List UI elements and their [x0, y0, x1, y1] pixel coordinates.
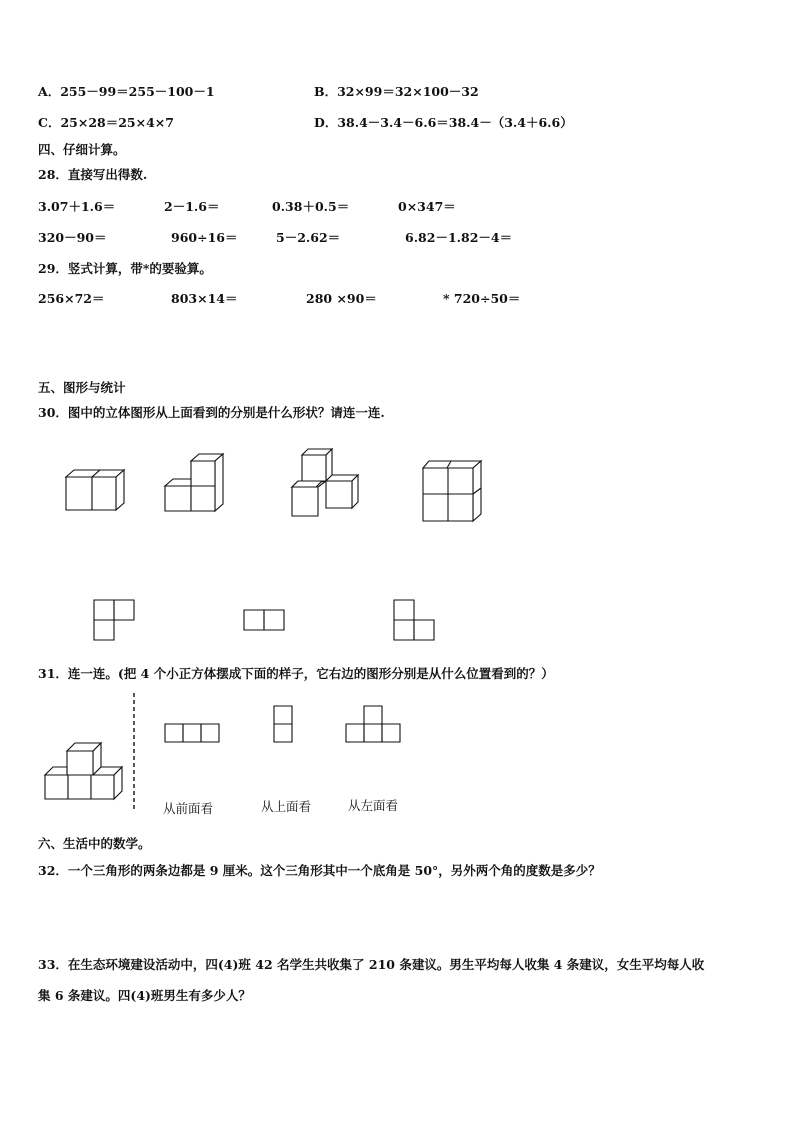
q33-prompt-line-1: 33．在生态环境建设活动中，四(4)班 42 名学生共收集了 210 条建议。男生平均每人收集 4 条建议，女生平均每人收 — [38, 957, 705, 972]
q30-top-view-3 — [394, 599, 436, 641]
q28-expr-7: 5－2.62＝ — [276, 230, 341, 245]
q33-prompt-line-2: 集 6 条建议。四(4)班男生有多少人？ — [38, 988, 251, 1003]
q29-expr-2: 803×14＝ — [171, 291, 238, 306]
q29-expr-1: 256×72＝ — [38, 291, 105, 306]
q28-expr-6: 960÷16＝ — [171, 230, 238, 245]
q30-solid-2 — [165, 454, 225, 514]
option-b: B．32×99＝32×100－32 — [314, 84, 479, 99]
q30-solid-1 — [64, 470, 126, 512]
q30-prompt: 30．图中的立体图形从上面看到的分别是什么形状？请连一连. — [38, 405, 385, 420]
q30-solid-3 — [292, 449, 362, 517]
q28-expr-2: 2－1.6＝ — [164, 199, 220, 214]
q30-solid-4 — [421, 461, 483, 523]
q31-label-top: 从上面看 — [261, 799, 312, 814]
q31-label-front: 从前面看 — [163, 801, 214, 816]
q30-top-view-1 — [94, 599, 136, 641]
section-6-title: 六、生活中的数学。 — [38, 836, 151, 851]
q31-label-left: 从左面看 — [348, 798, 399, 813]
section-4-title: 四、仔细计算。 — [38, 142, 126, 157]
q28-expr-3: 0.38＋0.5＝ — [272, 199, 350, 214]
section-5-title: 五、图形与统计 — [38, 380, 126, 395]
q28-expr-8: 6.82－1.82－4＝ — [405, 230, 513, 245]
q31-view-top — [274, 705, 294, 743]
q29-prompt: 29．竖式计算，带*的要验算。 — [38, 261, 212, 276]
q28-expr-4: 0×347＝ — [398, 199, 456, 214]
q32-prompt: 32．一个三角形的两条边都是 9 厘米。这个三角形其中一个底角是 50°，另外两个角的度数是多少？ — [38, 863, 601, 878]
q28-expr-1: 3.07＋1.6＝ — [38, 199, 116, 214]
option-a: A．255－99＝255－100－1 — [38, 84, 215, 99]
q28-prompt: 28．直接写出得数. — [38, 167, 148, 182]
q31-view-left — [346, 705, 402, 743]
q28-expr-5: 320－90＝ — [38, 230, 107, 245]
q31-dashed-divider — [131, 693, 137, 811]
q31-view-front — [165, 723, 221, 743]
q31-solid — [45, 743, 125, 803]
q29-expr-4: * 720÷50＝ — [443, 291, 521, 306]
option-d: D．38.4－3.4－6.6＝38.4－（3.4＋6.6） — [314, 115, 573, 130]
q30-top-view-2 — [244, 609, 286, 631]
q29-expr-3: 280 ×90＝ — [306, 291, 377, 306]
q31-prompt: 31．连一连。(把 4 个小正方体摆成下面的样子，它右边的图形分别是从什么位置看到的？） — [38, 666, 554, 681]
option-c: C．25×28＝25×4×7 — [38, 115, 174, 130]
